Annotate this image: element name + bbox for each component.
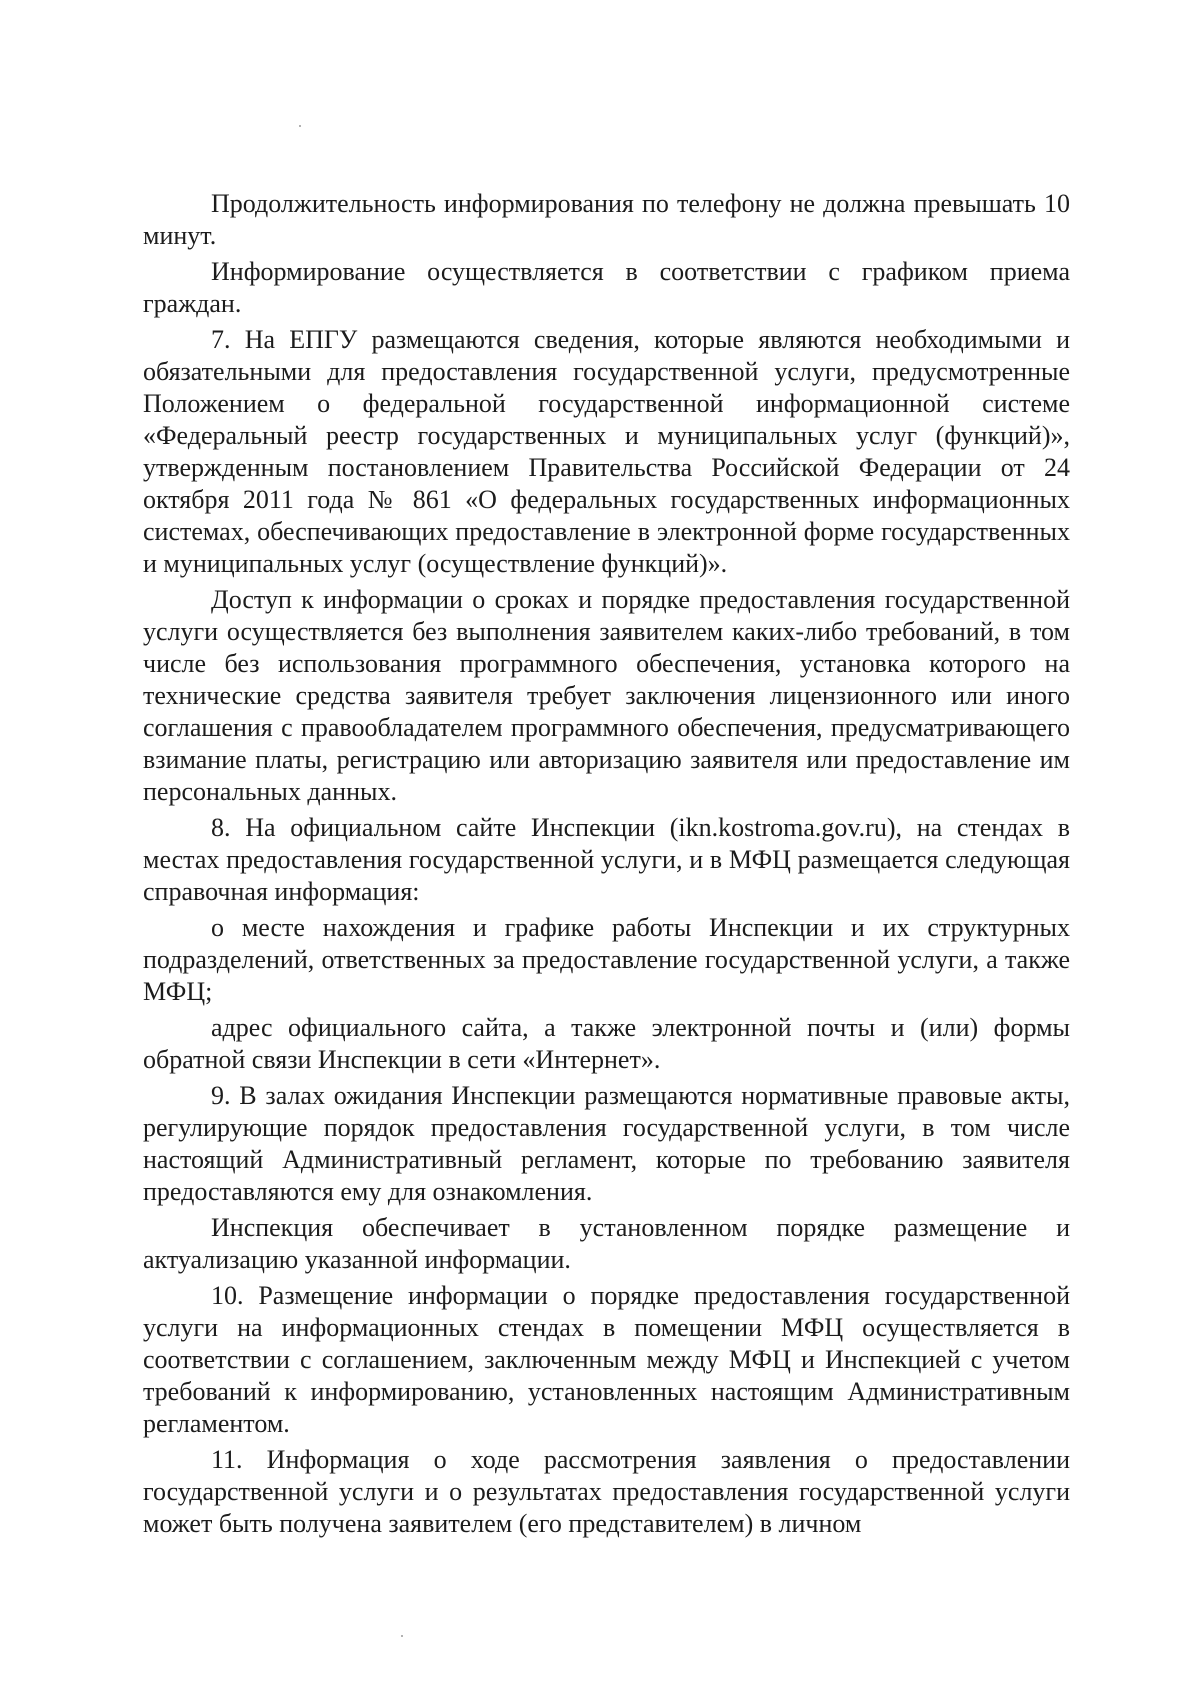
paragraph-item-9-waiting-halls: 9. В залах ожидания Инспекции размещаются нормативные правовые акты, регулирующие порядок предоставления государственной услуги, в том числе настоящий Административный регламент, которые по требованию заявителя предоставляются ему для ознакомления. [143,1081,1070,1206]
paragraph-information-access: Доступ к информации о сроках и порядке предоставления государственной услуги осуществляется без выполнения заявителем каких-либо требований, в том числе без использования программного обеспечения, установка которого на технические средства заявителя требует заключения лицензионного или иного соглашения с правообладателем программного обеспечения, предусматривающего взимание платы, регистрацию или авторизацию заявителя или предоставление им персональных данных. [143,585,1070,806]
paragraph-website-address: адрес официального сайта, а также электронной почты и (или) формы обратной связи Инспекции в сети «Интернет». [143,1013,1070,1074]
scan-speck-top [299,125,301,127]
paragraph-item-8-website: 8. На официальном сайте Инспекции (ikn.kostroma.gov.ru), на стендах в местах предоставления государственной услуги, и в МФЦ размещается следующая справочная информация: [143,813,1070,906]
paragraph-phone-duration: Продолжительность информирования по телефону не должна превышать 10 минут. [143,189,1070,250]
paragraph-reception-schedule: Информирование осуществляется в соответствии с графиком приема граждан. [143,257,1070,318]
paragraph-location-schedule: о месте нахождения и графике работы Инспекции и их структурных подразделений, ответственных за предоставление государственной услуги, а также МФЦ; [143,913,1070,1006]
paragraph-item-11-progress-info: 11. Информация о ходе рассмотрения заявления о предоставлении государственной услуги и о результатах предоставления государственной услуги может быть получена заявителем (его представителем) в личном [143,1445,1070,1538]
paragraph-inspection-updates: Инспекция обеспечивает в установленном порядке размещение и актуализацию указанной информации. [143,1213,1070,1274]
document-body [143,188,1070,1544]
paragraph-item-7-epgu: 7. На ЕПГУ размещаются сведения, которые являются необходимыми и обязательными для предоставления государственной услуги, предусмотренные Положением о федеральной государственной информационной системе «Федеральный реестр государственных и муниципальных услуг (функций)», утвержденным постановлением Правительства Российской Федерации от 24 октября 2011 года № 861 «О федеральных государственных информационных системах, обеспечивающих предоставление в электронной форме государственных и муниципальных услуг (осуществление функций)». [143,325,1070,578]
scan-speck-bottom [401,1635,403,1637]
paragraph-item-10-mfc-stands: 10. Размещение информации о порядке предоставления государственной услуги на информационных стендах в помещении МФЦ осуществляется в соответствии с соглашением, заключенным между МФЦ и Инспекцией с учетом требований к информированию, установленных настоящим Административным регламентом. [143,1281,1070,1438]
